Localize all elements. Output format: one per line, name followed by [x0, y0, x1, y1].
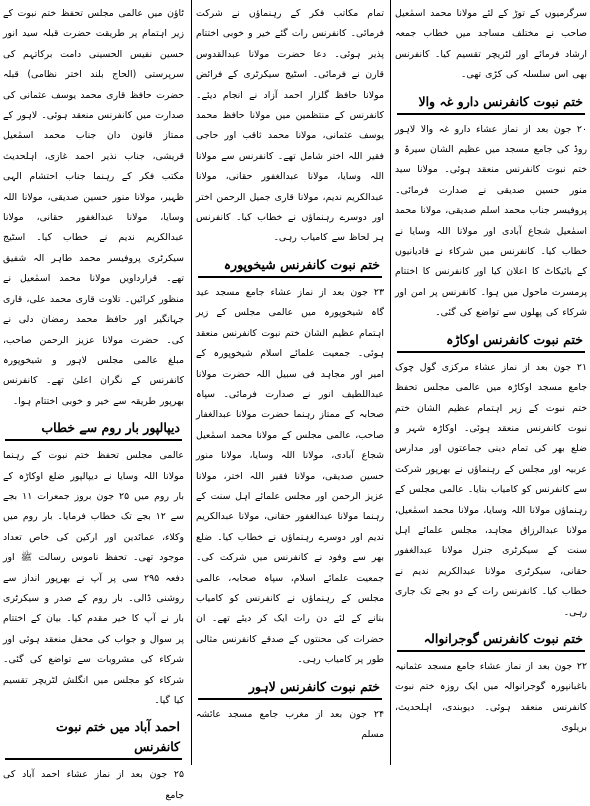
section-heading: احمد آباد میں ختم نبوت کانفرنس [5, 717, 182, 760]
paragraph: ۲۳ جون بعد از نماز عشاء جامع مسجد عید گاہ شیخوپورہ میں عالمی مجلس کے زیر اہتمام عظیم الشان ختم نبوت کانفرنس منعقد ہوئی۔ جمعیت علمائے اسلام شیخوپورہ کے امیر اور مجاہد فی سبیل اللہ حضرت مولانا عبداللطیف انور نے صدارت فرمائی۔ سپاہ صحابہ کے ممتاز رہنما حضرت مولانا عبدالغفار صاحب، عالمی مجلس کے مولانا محمد اسمٰعیل شجاع آبادی، مولانا اللہ وسایا، مولانا منور حسین صدیقی، مولانا فقیر اللہ اختر، مولانا عزیز الرحمن اور مجلس علمائے اہل سنت کے رہنما مولانا عبدالغفور حقانی، مولانا عبدالکریم ندیم اور دوسرے رہنماؤں نے خطاب کیا۔ ضلع بھر سے وفود نے کانفرنس میں شرکت کی۔ جمعیت علمائے اسلام، سپاہ صحابہ، عالمی مجلس کے رہنماؤں نے کانفرنس کو کامیاب بنانے کے لئے دن رات ایک کر دیئے تھے۔ ان حضرات کی محنتوں کے صدقے کانفرنس مثالی طور پر کامیاب رہی۔ [196, 286, 384, 666]
paragraph: ۲۰ جون بعد از نماز عشاء دارو غہ والا لاہور روڈ کی جامع مسجد میں عظیم الشان سیرۃ و ختم نبوت کانفرنس منعقد ہوئی۔ مولانا سید منور حسین صدیقی نے صدارت فرمائی۔ پروفیسر جناب محمد اسلم صدیقی، مولانا محمد اسمٰعیل شجاع آبادی اور مولانا اللہ وسایا نے خطاب کیا۔ کانفرنس میں شرکاء نے قادیانیوں کے بائیکاٹ کا اعلان کیا اور کانفرنس کا اختتام پرمسرت ماحول میں ہوا۔ کانفرنس پر امن اور شرکاء کی پھلوں سے تواضع کی گئی۔ [395, 123, 587, 319]
column-divider [390, 0, 391, 765]
paragraph: عالمی مجلس تحفظ ختم نبوت کے رہنما مولانا اللہ وسایا نے دیپالپور ضلع اوکاڑہ کے بار روم میں ۲۵ جون بروز جمعرات ۱۱ بجے سے ۱۲ بجے تک خطاب فرمایا۔ بار روم میں وکلاء، عمائدین اور ارکین کی خاص تعداد موجود تھی۔ تحفظ ناموس رسالت ﷺ اور دفعہ ۲۹۵ سی پر آپ نے بھرپور انداز سے روشنی ڈالی۔ بار روم کے صدر و سیکرٹری بار نے آپ کا خیر مقدم کیا۔ بیان کے اختتام پر سوال و جواب کی محفل منعقد ہوئی اور شرکاء کی مشروبات سے تواضع کی گئی۔ شرکاء کو مجلس میں انگلش لٹریچر تقسیم کیا گیا۔ [3, 450, 185, 706]
paragraph: ۲۴ جون بعد از مغرب جامع مسجد عائشہ مسلم [196, 708, 384, 740]
section-heading: ختم نبوت کانفرنس لاہور [198, 677, 382, 700]
section-heading: ختم نبوت کانفرنس گوجرانوالہ [397, 629, 585, 652]
column-middle [193, 0, 387, 765]
paragraph: ٹاؤن میں عالمی مجلس تحفظ ختم نبوت کے زیر اہتمام پر طریقت حضرت قبلہ سید انور حسین نفیس الحسینی دامت برکاتہم کی سرپرستی (الحاج بلند اختر نظامی) قبلہ حضرت حافظ قاری محمد یوسف عثمانی کی صدارت میں کانفرنس منعقد ہوئی۔ لاہور کے ممتاز قانون دان جناب محمد اسمٰعیل قریشی، جناب نذیر احمد غازی، اہلحدیث مکتب فکر کے رہنما جناب احتشام الہی ظہیر، مولانا منور حسین صدیقی، مولانا اللہ وسایا، مولانا عبدالغفور حقانی، مولانا عبدالکریم ندیم نے خطاب کیا۔ اسٹیج سیکرٹری پروفیسر محمد طاہر الہ شفیق تھے۔ قرارداویں مولانا محمد اسمٰعیل نے منظور کرائیں۔ تلاوت قاری محمد علی، قاری جہانگیر اور حافظ محمد رمضان دلی نے کی۔ حضرت مولانا عزیز الرحمن صاحب، مبلغ عالمی مجلس لاہور و شیخوپورہ کانفرنس کے نگران اعلیٰ تھے۔ کانفرنس بھرپور طریقہ سے خیر و خوبی اختتام ہوا۔ [3, 8, 184, 407]
paragraph: ۲۵ جون بعد از نماز عشاء احمد آباد کی جامع [3, 769, 184, 801]
paragraph: ۲۲ جون بعد از نماز عشاء جامع مسجد عثمانیہ باغبانپورہ گوجرانوالہ میں ایک روزہ ختم نبوت کانفرنس منعقد ہوئی۔ دیوبندی، اہلحدیث، بریلوی [395, 660, 587, 734]
paragraph: تمام مکاتب فکر کے رہنماؤں نے شرکت فرمائی۔ کانفرنس رات گئے خیر و خوبی اختتام پذیر ہوئی۔ دعا حضرت مولانا عبدالقدوس قارن نے فرمائی۔ اسٹیج سیکرٹری کے فرائض مولانا حافظ گلزار احمد آزاد نے انجام دیئے۔ کانفرنس کے منتظمین میں مولانا حافظ محمد یوسف عثمانی، مولانا محمد ثاقب اور حاجی فقیر اللہ اختر شامل تھے۔ کانفرنس سے مولانا اللہ وسایا، مولانا عبدالغفور حقانی، مولانا عبدالکریم ندیم، مولانا قاری جمیل الرحمن اختر اور دوسرے رہنماؤں نے خطاب کیا۔ کانفرنس ہر لحاظ سے کامیاب رہی۔ [196, 8, 384, 244]
column-left [0, 0, 187, 801]
column-divider [191, 0, 192, 765]
section-heading: دیپالپور بار روم سے خطاب [5, 418, 182, 441]
paragraph: ۲۱ جون بعد از نماز عشاء مرکزی گول چوک جامع مسجد اوکاڑہ میں عالمی مجلس تحفظ ختم نبوت کے زیر اہتمام عظیم الشان ختم نبوت کانفرنس منعقد ہوئی۔ اوکاڑہ شہر و ضلع بھر کی تمام دینی جماعتوں اور مدارس عربیہ اور مجلس کے رہنماؤں نے بھرپور شرکت سے کانفرنس کو کامیاب بنایا۔ عالمی مجلس کے رہنماؤں مولانا اللہ وسایا، مولانا محمد اسمٰعیل، مولانا عبدالرزاق مجاہد، مجلس علمائے اہل سنت کے سیکرٹری جنرل مولانا عبدالغفور حقانی، سیکرٹری مولانا عبدالکریم ندیم نے خطاب کیا۔ کانفرنس رات کے دو بجے تک جاری رہی۔ [395, 361, 587, 618]
paragraph: سرگرمیوں کے توڑ کے لئے مولانا محمد اسمٰعیل صاحب نے مختلف مساجد میں خطاب جمعہ ارشاد فرمائے اور لٹریچر تقسیم کیا۔ کانفرنس بھی اس سلسلہ کی کڑی تھی۔ [395, 8, 587, 81]
section-heading: ختم نبوت کانفرنس دارو غہ والا [397, 92, 585, 115]
section-heading: ختم نبوت کانفرنس اوکاڑہ [397, 330, 585, 353]
section-heading: ختم نبوت کانفرنس شیخوپورہ [198, 255, 382, 278]
column-right [392, 0, 590, 765]
